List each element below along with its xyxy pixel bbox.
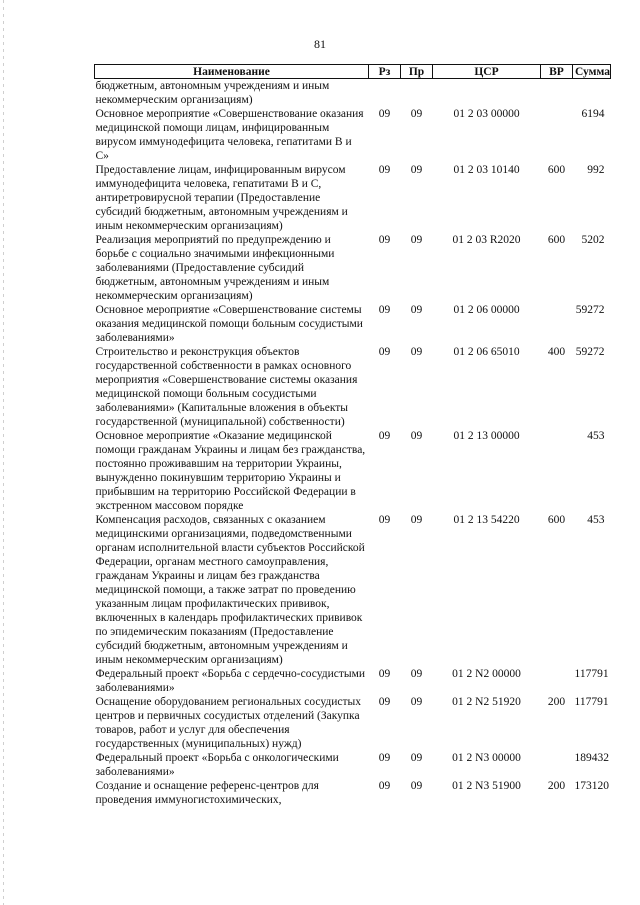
row-name-cell: Компенсация расходов, связанных с оказанием медицинскими организациями, подведомственными органам исполнительной власти субъектов Российской Федерации, органам местного самоуправления, гражданам Украины и лицам без гражданства медицинской помощи, а также затрат по проведению указанным лицам профилактических прививок, включенных в календарь профилактических прививок по эпидемическим показаниям (Предоставление субсидий бюджетным, автономным учреждениям и иным некоммерческим организациям) <box>95 514 365 666</box>
scan-edge-artifact <box>3 0 4 905</box>
row-name-cell: Основное мероприятие «Совершенствование оказания медицинской помощи лицам, инфицированным вирусом иммунодефицита человека, гепатитами В и С» <box>95 108 364 162</box>
row-sum-cell: 59272 <box>575 304 605 316</box>
row-sum-cell: 173120 <box>574 780 609 792</box>
row-name-cell: Федеральный проект «Борьба с онкологическими заболеваниями» <box>95 752 339 778</box>
row-sum-cell: 453 <box>587 430 605 442</box>
row-csr-cell <box>433 79 541 108</box>
row-rz-cell: 09 <box>378 108 391 120</box>
row-name-cell: Основное мероприятие «Совершенствование системы оказания медицинской помощи больным сосудистыми заболеваниями» <box>95 304 363 344</box>
row-vr-cell <box>541 667 573 695</box>
row-sum-cell: 6194 <box>581 108 605 120</box>
table-row <box>95 751 611 779</box>
budget-table <box>94 64 611 807</box>
row-vr-cell: 600 <box>547 164 566 176</box>
row-csr-cell: 01 2 13 00000 <box>453 430 520 442</box>
row-sum-cell: 189432 <box>574 752 609 764</box>
row-pr-cell: 09 <box>410 164 423 176</box>
row-name-cell: Создание и оснащение референс-центров для проведения иммуногистохимических, <box>95 780 319 806</box>
header-csr: ЦСР <box>433 65 541 79</box>
row-sum-cell: 5202 <box>581 234 605 246</box>
row-pr-cell: 09 <box>410 696 423 708</box>
page-number: 81 <box>314 37 326 51</box>
table-row <box>95 513 611 667</box>
row-name-cell: Реализация мероприятий по предупреждению и борьбе с социально значимыми инфекционными заболеваниями (Предоставление субсидий бюджетным, автономным учреждениям и иным некоммерческим организациям) <box>95 234 335 302</box>
row-vr-cell: 600 <box>547 514 566 526</box>
row-csr-cell: 01 2 03 10140 <box>453 164 520 176</box>
row-pr-cell: 09 <box>410 780 423 792</box>
table-row <box>95 429 611 513</box>
table-header-row <box>95 65 611 79</box>
row-vr-cell <box>541 79 573 108</box>
row-pr-cell: 09 <box>410 514 423 526</box>
row-csr-cell: 01 2 03 R2020 <box>452 234 521 246</box>
row-pr-cell: 09 <box>410 234 423 246</box>
table-row <box>95 107 611 163</box>
row-rz-cell: 09 <box>378 430 391 442</box>
row-rz-cell: 09 <box>378 304 391 316</box>
table-row <box>95 345 611 429</box>
table-row <box>95 695 611 751</box>
row-sum-cell: 453 <box>587 514 605 526</box>
header-sum: Сумма <box>573 65 611 79</box>
table-row <box>95 163 611 233</box>
table-row <box>95 233 611 303</box>
row-csr-cell: 01 2 N3 00000 <box>452 752 521 764</box>
row-pr-cell: 09 <box>410 108 423 120</box>
row-sum-cell: 992 <box>587 164 605 176</box>
row-pr-cell: 09 <box>410 346 423 358</box>
table-row <box>95 667 611 695</box>
row-pr-cell: 09 <box>410 430 423 442</box>
row-rz-cell: 09 <box>378 696 391 708</box>
row-name-cell: Предоставление лицам, инфицированным вирусом иммунодефицита человека, гепатитами В и С, антиретровирусной терапии (Предоставление субсидий бюджетным, автономным учреждениям и иным некоммерческим организациям) <box>95 164 348 232</box>
header-vr: ВР <box>541 65 573 79</box>
row-vr-cell: 600 <box>547 234 566 246</box>
row-csr-cell: 01 2 06 65010 <box>453 346 520 358</box>
row-vr-cell <box>541 303 573 345</box>
header-pr: Пр <box>401 65 433 79</box>
row-sum-cell: 59272 <box>575 346 605 358</box>
row-pr-cell <box>401 79 433 108</box>
row-vr-cell: 200 <box>547 696 566 708</box>
row-csr-cell: 01 2 N2 51920 <box>452 696 521 708</box>
table-body <box>95 79 611 808</box>
row-name-cell: Строительство и реконструкция объектов государственной собственности в рамках основного мероприятия «Совершенствование системы оказания медицинской помощи больным сосудистыми заболеваниями» (Капитальные вложения в объекты государственной (муниципальной) собственности) <box>95 346 358 428</box>
row-vr-cell: 200 <box>547 780 566 792</box>
row-name-cell: Федеральный проект «Борьба с сердечно-сосудистыми заболеваниями» <box>95 668 366 694</box>
row-vr-cell <box>541 751 573 779</box>
table-row <box>95 779 611 807</box>
row-name-cell: Оснащение оборудованием региональных сосудистых центров и первичных сосудистых отделений (Закупка товаров, работ и услуг для обеспечения государственных (муниципальных) нужд) <box>95 696 361 750</box>
row-vr-cell <box>541 107 573 163</box>
row-sum-cell: 117791 <box>574 668 609 680</box>
row-rz-cell: 09 <box>378 514 391 526</box>
row-rz-cell: 09 <box>378 752 391 764</box>
row-csr-cell: 01 2 06 00000 <box>453 304 520 316</box>
row-csr-cell: 01 2 13 54220 <box>453 514 520 526</box>
row-csr-cell: 01 2 N2 00000 <box>452 668 521 680</box>
row-csr-cell: 01 2 03 00000 <box>453 108 520 120</box>
row-rz-cell: 09 <box>378 346 391 358</box>
table-row <box>95 303 611 345</box>
row-vr-cell: 400 <box>547 346 566 358</box>
row-pr-cell: 09 <box>410 752 423 764</box>
header-rz: Рз <box>369 65 401 79</box>
row-name-cell: бюджетным, автономным учреждениям и иным некоммерческим организациям) <box>95 80 330 106</box>
header-name: Наименование <box>95 65 369 79</box>
table-row <box>95 79 611 108</box>
row-rz-cell: 09 <box>378 780 391 792</box>
row-rz-cell <box>369 79 401 108</box>
row-rz-cell: 09 <box>378 164 391 176</box>
row-pr-cell: 09 <box>410 668 423 680</box>
row-pr-cell: 09 <box>410 304 423 316</box>
row-rz-cell: 09 <box>378 234 391 246</box>
row-rz-cell: 09 <box>378 668 391 680</box>
row-name-cell: Основное мероприятие «Оказание медицинской помощи гражданам Украины и лицам без гражданства, постоянно проживавшим на территории Украины, вынужденно покинувшим территорию Украины и прибывшим на территорию Российской Федерации в экстренном массовом порядке <box>95 430 366 512</box>
row-sum-cell <box>573 79 611 108</box>
row-vr-cell <box>541 429 573 513</box>
row-csr-cell: 01 2 N3 51900 <box>452 780 521 792</box>
row-sum-cell: 117791 <box>574 696 609 708</box>
